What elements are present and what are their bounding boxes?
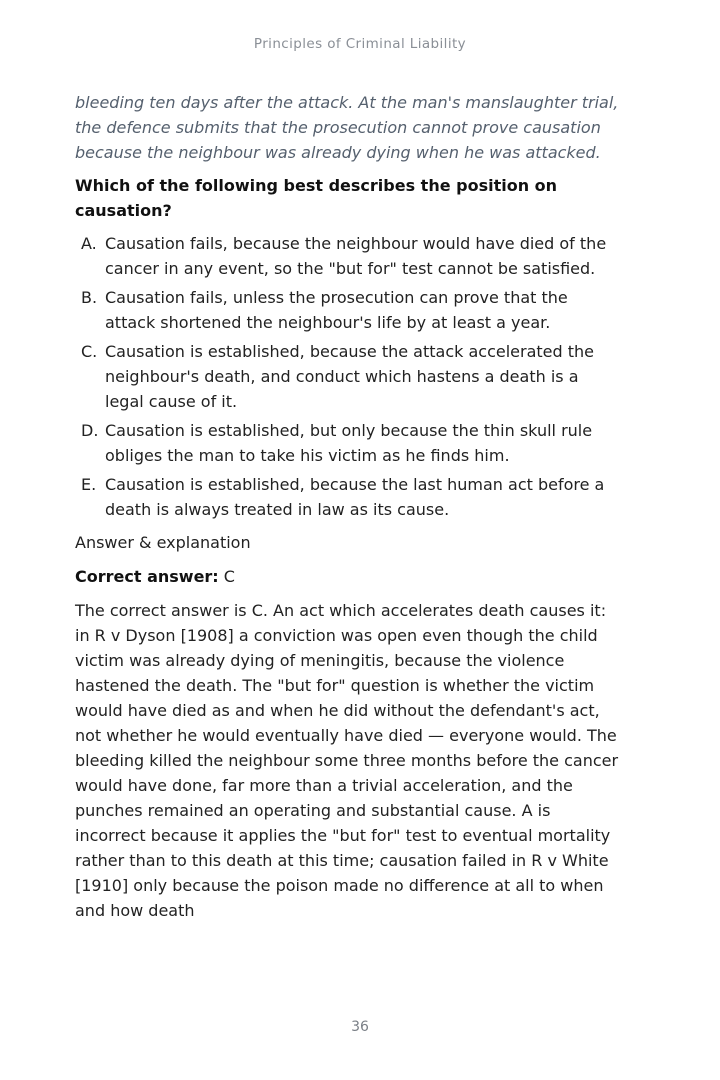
option-letter: A.: [81, 234, 97, 253]
scenario-text: bleeding ten days after the attack. At the man's manslaughter trial, the defence submits that the prosecution cannot prove causation because the neighbour was already dying when he was attacked.: [75, 93, 619, 162]
option-text: Causation is established, but only because the thin skull rule obliges the man to take his victim as he finds him.: [105, 421, 593, 465]
question-text: Which of the following best describes the position on causation?: [75, 176, 558, 220]
answer-options: [75, 231, 620, 522]
option-letter: B.: [81, 288, 98, 307]
option-a[interactable]: [75, 231, 620, 281]
option-letter: D.: [81, 421, 99, 440]
correct-answer: [75, 564, 620, 589]
option-d[interactable]: [75, 418, 620, 468]
explanation-text: The correct answer is C. An act which accelerates death causes it: in R v Dyson [1908] a conviction was open even though the child victim was already dying of meningitis, because the violence hastened the death. The "but for" question is whether the victim would have died as and when he did without the defendant's act, not whether he would eventually have died — everyone would. The bleeding killed the neighbour some three months before the cancer would have done, far more than a trivial acceleration, and the punches remained an operating and substantial cause. A is incorrect because it applies the "but for" test to eventual mortality rather than to this death at this time; causation failed in R v White [1910] only because the poison made no difference at all to when and how death: [75, 601, 619, 920]
option-b[interactable]: [75, 285, 620, 335]
correct-answer-label: Correct answer:: [75, 567, 219, 586]
option-letter: E.: [81, 475, 97, 494]
page-number: 36: [351, 1019, 369, 1035]
page-content: [75, 90, 620, 923]
answer-explanation-toggle[interactable]: Answer & explanation: [75, 533, 251, 552]
running-header: Principles of Criminal Liability: [253, 36, 467, 52]
option-text: Causation fails, because the neighbour would have died of the cancer in any event, so the "but for" test cannot be satisfied.: [105, 234, 607, 278]
option-letter: C.: [81, 342, 98, 361]
option-c[interactable]: [75, 339, 620, 414]
option-text: Causation fails, unless the prosecution can prove that the attack shortened the neighbour's life by at least a year.: [105, 288, 568, 332]
correct-answer-value: C: [223, 567, 235, 586]
option-e[interactable]: [75, 472, 620, 522]
option-text: Causation is established, because the last human act before a death is always treated in law as its cause.: [105, 475, 605, 519]
option-text: Causation is established, because the attack accelerated the neighbour's death, and conduct which hastens a death is a legal cause of it.: [105, 342, 594, 411]
